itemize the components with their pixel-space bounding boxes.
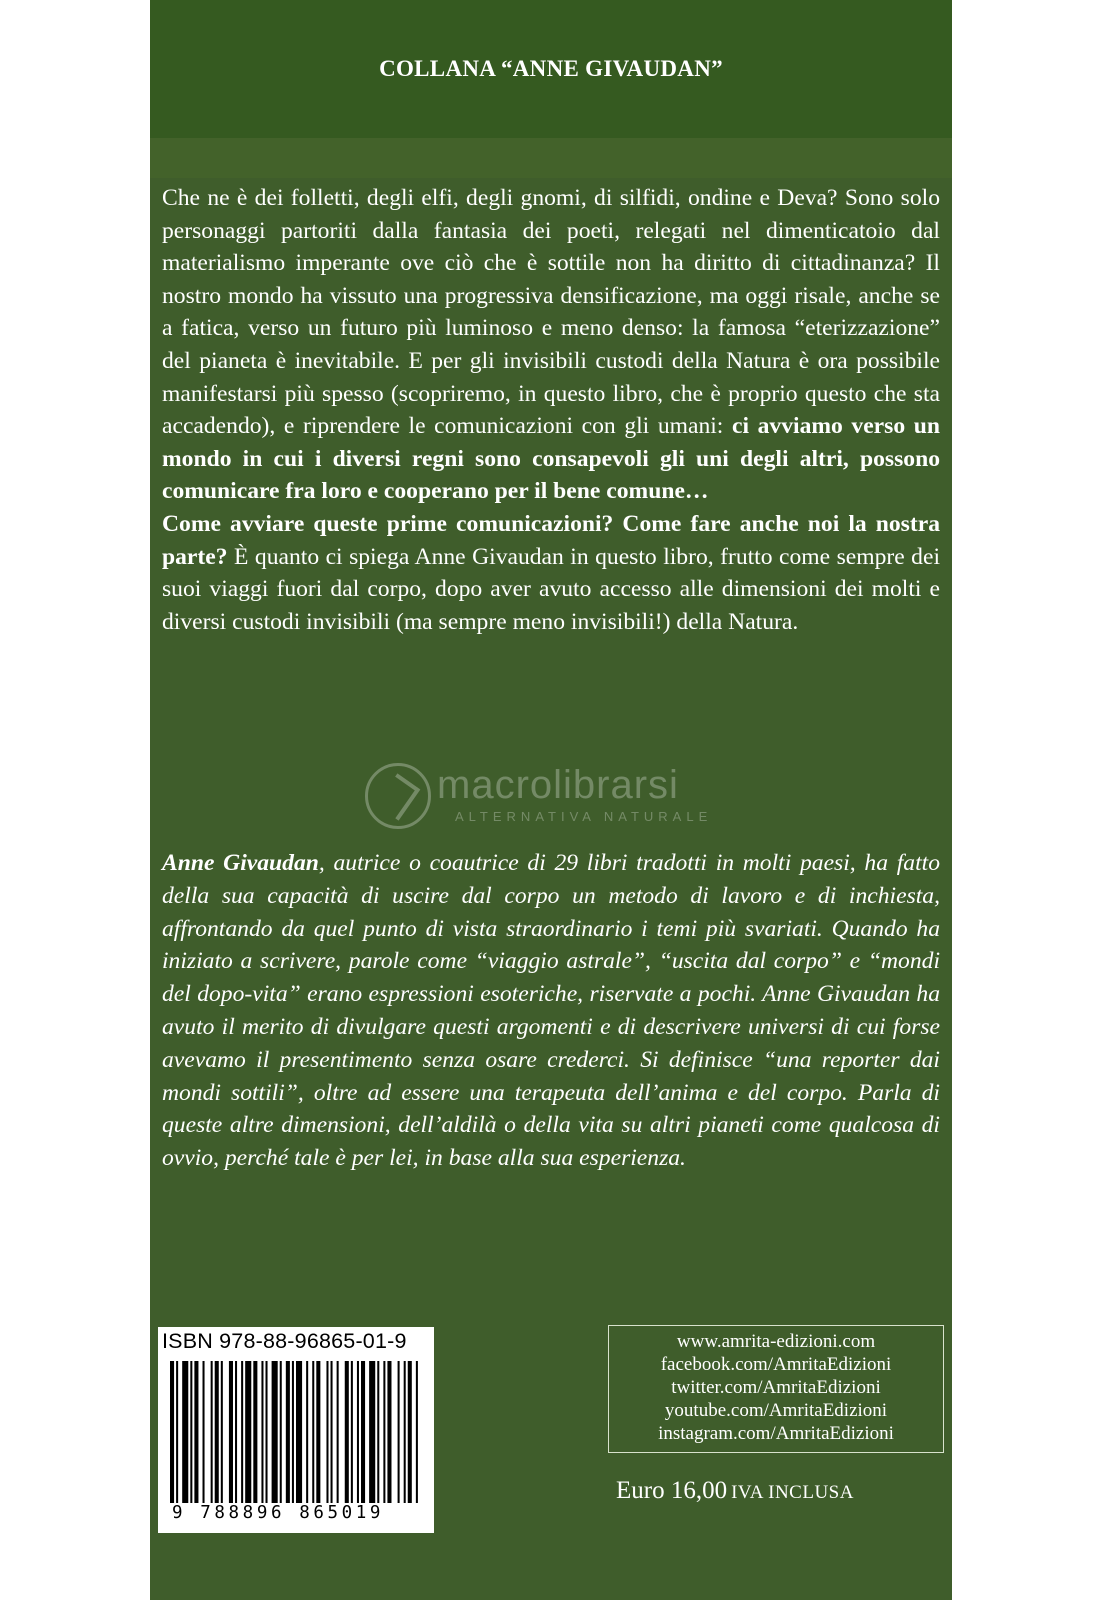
barcode-bar (245, 1361, 251, 1503)
barcode-bar (398, 1361, 400, 1503)
barcode-bar (316, 1361, 320, 1503)
price-amount: Euro 16,00 (616, 1477, 728, 1504)
barcode-bar (416, 1361, 418, 1503)
blurb-bold-1: ci avviamo verso un mondo in cui i diversi regni sono consapevoli gli uni degli altri, possono comunicare fra loro e cooperano per il bene comune… (162, 413, 940, 505)
blurb-text-1: Che ne è dei folletti, degli elfi, degli gnomi, di silfidi, ondine e Deva? Sono solo personaggi partoriti dalla fantasia dei poeti, relegati nel dimenticatoio dal materialismo imperante ove ciò che è sottile non ha diritto di cittadinanza? Il nostro mondo ha vissuto una progressiva densificazione, ma oggi risale, anche se a fatica, verso un futuro più luminoso e meno denso: la famosa “eterizzazione” del pianeta è inevitabile. E per gli invisibili custodi della Natura è ora possibile manifestarsi più spesso (scopriremo, in questo libro, che è proprio questo che sta accadendo), e riprendere le comunicazioni con gli umani: (162, 185, 940, 440)
book-blurb (162, 182, 940, 638)
barcode-bar (306, 1361, 308, 1503)
series-title: COLLANA “ANNE GIVAUDAN” (379, 56, 723, 81)
barcode-bar (369, 1361, 375, 1503)
barcode-bar (286, 1361, 290, 1503)
text-panel (150, 178, 952, 1600)
barcode-bar (404, 1361, 406, 1503)
barcode-bar (203, 1361, 205, 1503)
barcode-bar (351, 1361, 353, 1503)
barcode-bar (383, 1361, 385, 1503)
barcode-bar (331, 1361, 333, 1503)
link-youtube[interactable]: youtube.com/AmritaEdizioni (664, 1400, 888, 1421)
watermark-brand: macrolibrarsi (437, 763, 679, 807)
series-band (150, 0, 952, 138)
blurb-bold-2: Come avviare queste prime comunicazioni? Come fare anche noi la nostra parte? (162, 510, 940, 570)
barcode-bar (337, 1361, 339, 1503)
barcode-bar (170, 1361, 174, 1503)
blurb-paragraph-1 (162, 182, 940, 508)
book-back-cover (150, 0, 952, 1600)
link-instagram[interactable]: instagram.com/AmritaEdizioni (658, 1423, 894, 1444)
barcode-bar (241, 1361, 243, 1503)
barcode-bar (261, 1361, 263, 1503)
blurb-paragraph-2 (162, 508, 940, 638)
barcode-bar (266, 1361, 268, 1503)
barcode-bar (182, 1361, 188, 1503)
barcode-box (158, 1327, 434, 1533)
price (616, 1477, 946, 1505)
barcode-bar (211, 1361, 213, 1503)
barcode-bar (296, 1361, 302, 1503)
barcode-bar (280, 1361, 282, 1503)
barcode-bar (408, 1361, 412, 1503)
barcode-bar (253, 1361, 257, 1503)
author-bio-text: , autrice o coautrice di 29 libri tradotti in molti paesi, ha fatto della sua capacità di uscire dal corpo un metodo di lavoro e di inchiesta, affrontando da quel punto di vista straordinario i temi più svariati. Quando ha iniziato a scrivere, parole come “viaggio astrale”, “uscita dal corpo” e “mondi del dopo-vita” erano espressioni esoteriche, riservate a pochi. Anne Givaudan ha avuto il merito di divulgare questi argomenti e di descrivere universi di cui forse avevamo il presentimento senza osare crederci. Si definisce “una reporter dai mondi sottili”, oltre ad essere una terapeuta dell’anima e del corpo. Parla di queste altre dimensioni, dell’aldilà o della vita su altri pianeti come qualcosa di ovvio, perché tale è per lei, in base alla sua esperienza. (162, 850, 940, 1172)
barcode-digits: 9 788896 865019 (172, 1503, 385, 1523)
barcode-image (170, 1361, 424, 1503)
barcode-bar (361, 1361, 365, 1503)
watermark (365, 763, 785, 838)
price-vat: IVA INCLUSA (731, 1482, 854, 1503)
barcode-bar (387, 1361, 391, 1503)
link-facebook[interactable]: facebook.com/AmritaEdizioni (660, 1354, 892, 1375)
barcode-bar (272, 1361, 278, 1503)
link-website[interactable]: www.amrita-edizioni.com (676, 1331, 876, 1352)
barcode-bar (176, 1361, 178, 1503)
barcode-bar (235, 1361, 237, 1503)
barcode-bar (221, 1361, 223, 1503)
watermark-logo-icon (365, 763, 431, 829)
barcode-bar (292, 1361, 294, 1503)
barcode-bar (215, 1361, 219, 1503)
publisher-links (608, 1325, 944, 1453)
author-name: Anne Givaudan (162, 850, 319, 876)
barcode-bar (326, 1361, 328, 1503)
barcode-bar (194, 1361, 198, 1503)
barcode-bar (312, 1361, 314, 1503)
barcode-bar (377, 1361, 379, 1503)
author-bio (162, 847, 940, 1175)
blurb-text-2: È quanto ci spiega Anne Givaudan in questo libro, frutto come sempre dei suoi viaggi fuori dal corpo, dopo aver avuto accesso alle dimensioni dei molti e diversi custodi invisibili (ma sempre meno invisibili!) della Natura. (162, 543, 940, 635)
isbn-label: ISBN 978-88-96865-01-9 (162, 1329, 407, 1353)
link-twitter[interactable]: twitter.com/AmritaEdizioni (671, 1377, 881, 1398)
barcode-bar (345, 1361, 349, 1503)
barcode-bar (190, 1361, 192, 1503)
watermark-tagline: ALTERNATIVA NATURALE (455, 809, 713, 824)
barcode-bar (357, 1361, 359, 1503)
barcode-bar (229, 1361, 233, 1503)
